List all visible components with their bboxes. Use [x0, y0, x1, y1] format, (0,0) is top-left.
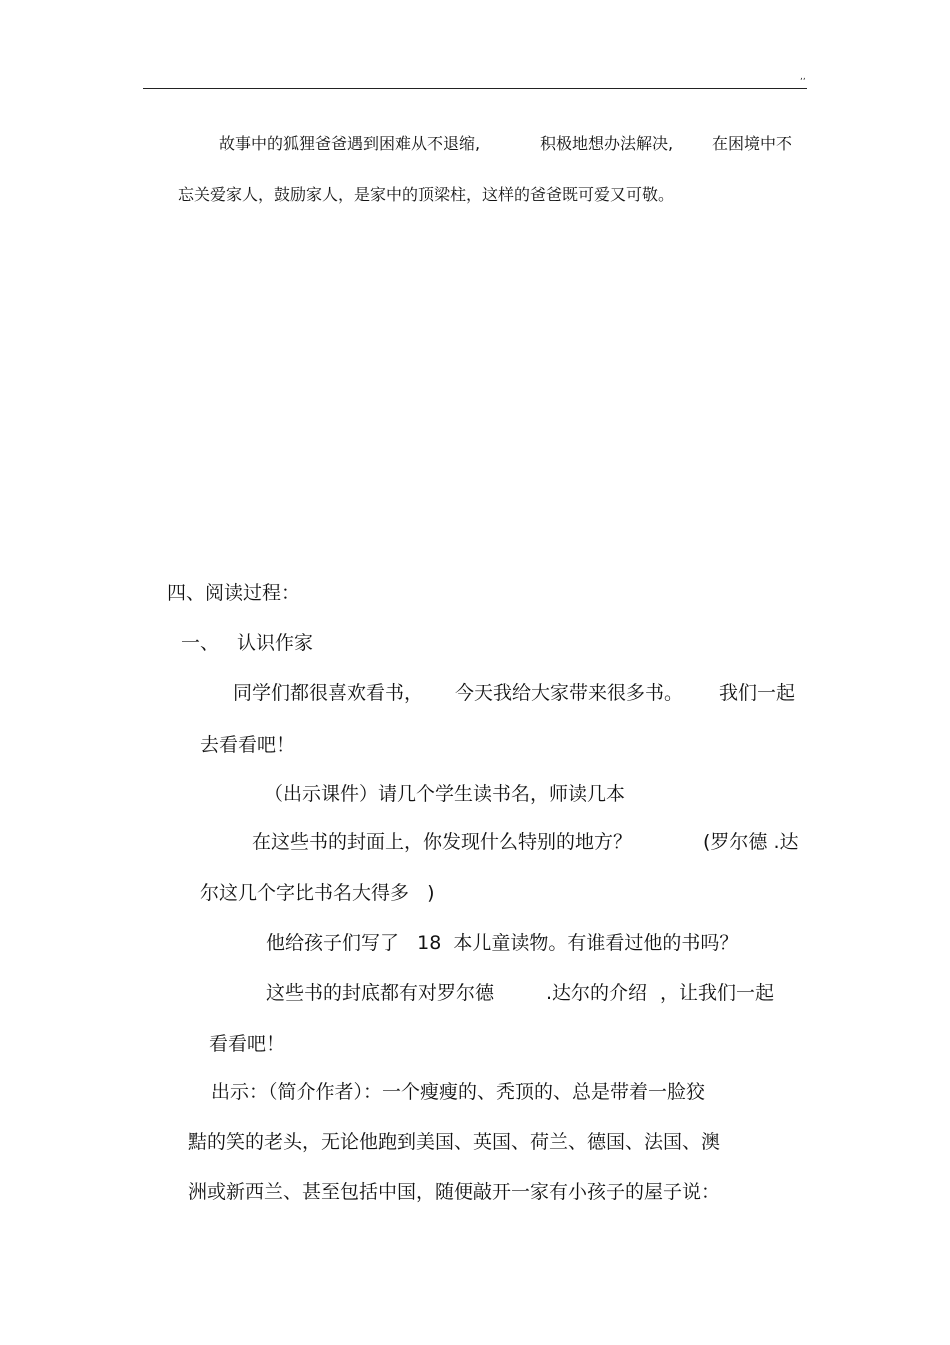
p3-part1: 在这些书的封面上，你发现什么特别的地方？ — [252, 831, 633, 853]
intro-line1-part2: 积极地想办法解决, — [540, 134, 674, 153]
p4: 他给孩子们写了 18 本儿童读物。有谁看过他的书吗？ — [266, 932, 739, 954]
subheading-text: 认识作家 — [237, 632, 314, 654]
subheading-marker: 一、 — [181, 632, 220, 654]
header-mark: ,, — [800, 72, 806, 82]
p2: （出示课件）请几个学生读书名，师读几本 — [264, 783, 626, 805]
p5-part3: ，让我们一起 — [660, 982, 775, 1004]
p5-part1: 这些书的封底都有对罗尔德 — [266, 982, 495, 1004]
section-heading: 四、阅读过程： — [167, 582, 301, 604]
p1-part1: 同学们都很喜欢看书， — [233, 682, 424, 704]
p5-part2: .达尔的介绍 — [546, 982, 648, 1004]
header-rule — [143, 88, 807, 89]
p6-line1: 出示：（简介作者）：一个瘦瘦的、秃顶的、总是带着一脸狡 — [211, 1081, 706, 1103]
p3-part2: (罗尔德 .达 — [703, 831, 799, 853]
p6-line2: 黠的笑的老头，无论他跑到美国、英国、荷兰、德国、法国、澳 — [188, 1131, 721, 1153]
p6-line3: 洲或新西兰、甚至包括中国，随便敲开一家有小孩子的屋子说： — [188, 1181, 721, 1203]
intro-line2: 忘关爱家人，鼓励家人，是家中的顶梁柱，这样的爸爸既可爱又可敬。 — [178, 185, 675, 204]
p1-cont: 去看看吧！ — [200, 734, 296, 756]
p3-cont: 尔这几个字比书名大得多 ) — [200, 882, 435, 904]
p1-part2: 今天我给大家带来很多书。 — [455, 682, 684, 704]
p5-cont: 看看吧！ — [209, 1033, 286, 1055]
intro-line1-part3: 在困境中不 — [712, 134, 793, 153]
intro-line1-part1: 故事中的狐狸爸爸遇到困难从不退缩, — [219, 134, 481, 153]
p1-part3: 我们一起 — [719, 682, 796, 704]
